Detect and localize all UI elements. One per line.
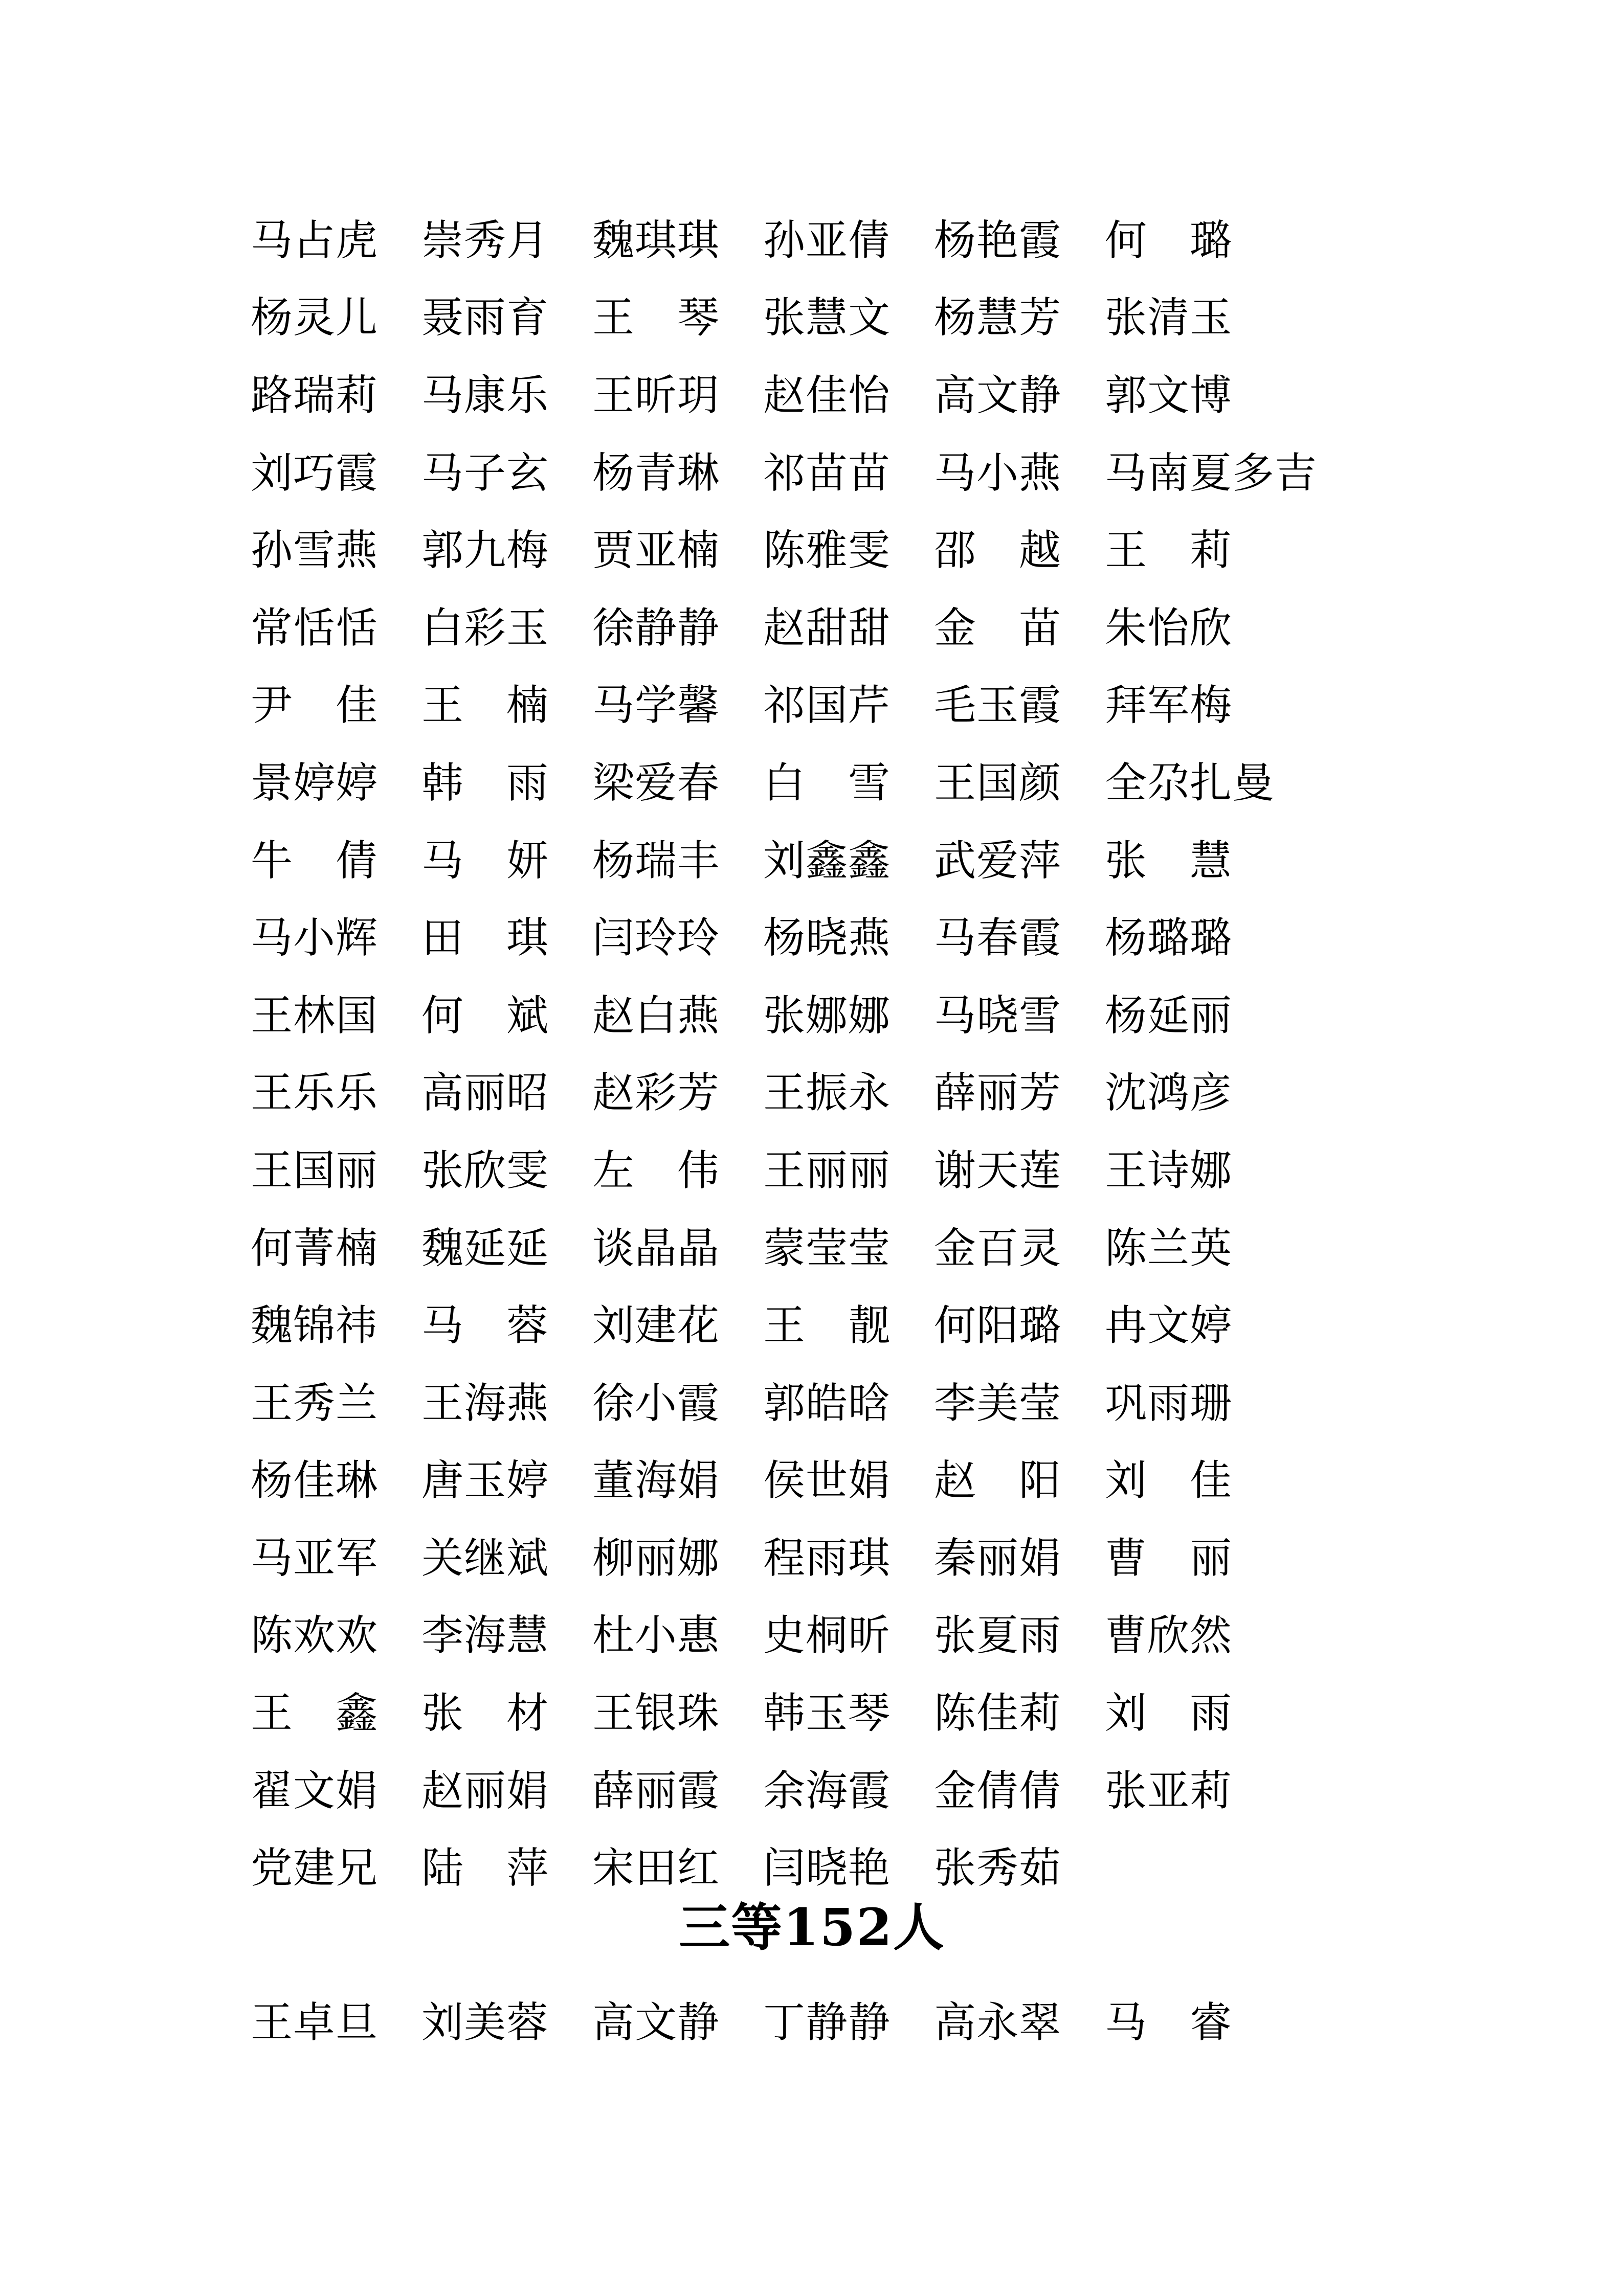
name-cell: 王 楠 <box>421 681 549 730</box>
name-cell: 闫玲玲 <box>592 914 720 963</box>
name-cell: 张亚莉 <box>1105 1766 1233 1815</box>
name-cell: 刘 雨 <box>1105 1689 1233 1738</box>
name-cell: 郭皓晗 <box>763 1379 891 1428</box>
name-cell: 毛玉霞 <box>934 681 1062 730</box>
name-cell: 党建兄 <box>251 1844 379 1893</box>
name-cell: 聂雨育 <box>421 294 549 343</box>
name-cell: 赵甜甜 <box>763 603 891 652</box>
name-row <box>0 357 1624 435</box>
name-cell: 王 靓 <box>763 1301 891 1350</box>
name-cell: 王卓旦 <box>251 1998 379 2047</box>
name-cell: 张 慧 <box>1105 836 1233 885</box>
name-cell: 陈雅雯 <box>763 526 891 575</box>
name-cell: 王秀兰 <box>251 1379 379 1428</box>
name-cell: 魏琪琪 <box>592 216 720 265</box>
name-cell: 田 琪 <box>421 914 549 963</box>
name-cell: 马占虎 <box>251 216 379 265</box>
name-cell: 刘巧霞 <box>251 448 379 498</box>
name-cell: 王林国 <box>251 991 379 1040</box>
name-cell: 唐玉婷 <box>421 1456 549 1505</box>
name-cell: 朱怡欣 <box>1105 603 1233 652</box>
name-row <box>0 1132 1624 1210</box>
name-row <box>0 1365 1624 1443</box>
name-cell: 张 材 <box>421 1689 549 1738</box>
name-cell: 马子玄 <box>421 448 549 498</box>
name-cell: 王丽丽 <box>763 1146 891 1195</box>
name-row <box>0 1520 1624 1597</box>
name-cell: 王海燕 <box>421 1379 549 1428</box>
name-cell: 牛 倩 <box>251 836 379 885</box>
name-cell: 马 睿 <box>1105 1998 1233 2047</box>
name-cell: 赵佳怡 <box>763 371 891 420</box>
name-row <box>0 1597 1624 1675</box>
section-heading: 三等152人 <box>679 1897 945 1957</box>
name-row <box>0 1055 1624 1133</box>
name-cell: 马小燕 <box>934 448 1062 498</box>
name-row <box>0 1443 1624 1520</box>
name-cell: 孙亚倩 <box>763 216 891 265</box>
name-cell: 韩 雨 <box>421 758 549 807</box>
name-grid-top <box>0 202 1624 1907</box>
name-cell: 拜军梅 <box>1105 681 1233 730</box>
name-row <box>0 512 1624 590</box>
name-cell: 张夏雨 <box>934 1611 1062 1660</box>
name-cell: 杨瑞丰 <box>592 836 720 885</box>
name-cell: 魏延延 <box>421 1224 549 1273</box>
name-cell: 景婷婷 <box>251 758 379 807</box>
name-row <box>0 280 1624 357</box>
name-cell: 陈佳莉 <box>934 1689 1062 1738</box>
name-cell: 郭九梅 <box>421 526 549 575</box>
name-cell: 赵彩芳 <box>592 1069 720 1118</box>
name-row <box>0 1752 1624 1830</box>
name-cell: 徐静静 <box>592 603 720 652</box>
name-cell: 程雨琪 <box>763 1534 891 1583</box>
name-cell: 高永翠 <box>934 1998 1062 2047</box>
name-cell: 陈兰英 <box>1105 1224 1233 1273</box>
name-cell: 徐小霞 <box>592 1379 720 1428</box>
name-grid-bottom <box>0 1984 1624 2062</box>
name-cell: 王昕玥 <box>592 371 720 420</box>
name-cell: 杨青琳 <box>592 448 720 498</box>
name-cell: 崇秀月 <box>421 216 549 265</box>
name-cell: 余海霞 <box>763 1766 891 1815</box>
name-cell: 刘美蓉 <box>421 1998 549 2047</box>
name-cell: 马南夏多吉 <box>1105 448 1318 498</box>
name-cell: 祁苗苗 <box>763 448 891 498</box>
name-cell: 王乐乐 <box>251 1069 379 1118</box>
name-cell: 赵 阳 <box>934 1456 1062 1505</box>
name-cell: 史桐昕 <box>763 1611 891 1660</box>
name-cell: 马 妍 <box>421 836 549 885</box>
name-cell: 张慧文 <box>763 294 891 343</box>
name-cell: 马学馨 <box>592 681 720 730</box>
name-cell: 何 璐 <box>1105 216 1233 265</box>
name-cell: 陆 萍 <box>421 1844 549 1893</box>
name-cell: 邵 越 <box>934 526 1062 575</box>
name-cell: 马 蓉 <box>421 1301 549 1350</box>
name-cell: 郭文博 <box>1105 371 1233 420</box>
name-cell: 翟文娟 <box>251 1766 379 1815</box>
name-cell: 韩玉琴 <box>763 1689 891 1738</box>
name-cell: 左 伟 <box>592 1146 720 1195</box>
name-cell: 李美莹 <box>934 1379 1062 1428</box>
name-cell: 马春霞 <box>934 914 1062 963</box>
name-cell: 巩雨珊 <box>1105 1379 1233 1428</box>
name-cell: 张娜娜 <box>763 991 891 1040</box>
name-cell: 秦丽娟 <box>934 1534 1062 1583</box>
name-cell: 王 莉 <box>1105 526 1233 575</box>
name-cell: 蒙莹莹 <box>763 1224 891 1273</box>
name-cell: 谢天莲 <box>934 1146 1062 1195</box>
name-cell: 马小辉 <box>251 914 379 963</box>
name-cell: 王 鑫 <box>251 1689 379 1738</box>
name-cell: 宋田红 <box>592 1844 720 1893</box>
name-cell: 沈鸿彦 <box>1105 1069 1233 1118</box>
name-row <box>0 1210 1624 1288</box>
name-row <box>0 745 1624 822</box>
name-cell: 白彩玉 <box>421 603 549 652</box>
name-cell: 杨灵儿 <box>251 294 379 343</box>
name-cell: 高文静 <box>934 371 1062 420</box>
name-cell: 张欣雯 <box>421 1146 549 1195</box>
name-cell: 魏锦祎 <box>251 1301 379 1350</box>
name-cell: 白 雪 <box>763 758 891 807</box>
name-cell: 谈晶晶 <box>592 1224 720 1273</box>
name-cell: 曹欣然 <box>1105 1611 1233 1660</box>
name-cell: 刘建花 <box>592 1301 720 1350</box>
name-cell: 杨佳琳 <box>251 1456 379 1505</box>
name-cell: 闫晓艳 <box>763 1844 891 1893</box>
name-row <box>0 435 1624 512</box>
name-row <box>0 1675 1624 1752</box>
name-cell: 王银珠 <box>592 1689 720 1738</box>
name-cell: 马亚军 <box>251 1534 379 1583</box>
name-cell: 路瑞莉 <box>251 371 379 420</box>
name-cell: 金倩倩 <box>934 1766 1062 1815</box>
name-cell: 冉文婷 <box>1105 1301 1233 1350</box>
name-row <box>0 822 1624 900</box>
name-cell: 贾亚楠 <box>592 526 720 575</box>
name-cell: 高文静 <box>592 1998 720 2047</box>
name-cell: 王诗娜 <box>1105 1146 1233 1195</box>
name-row <box>0 202 1624 280</box>
name-cell: 王国丽 <box>251 1146 379 1195</box>
name-cell: 薛丽芳 <box>934 1069 1062 1118</box>
name-cell: 杨晓燕 <box>763 914 891 963</box>
name-cell: 刘鑫鑫 <box>763 836 891 885</box>
name-row <box>0 1287 1624 1365</box>
name-cell: 张秀茹 <box>934 1844 1062 1893</box>
name-cell: 陈欢欢 <box>251 1611 379 1660</box>
name-row <box>0 590 1624 667</box>
name-cell: 常恬恬 <box>251 603 379 652</box>
name-cell: 马晓雪 <box>934 991 1062 1040</box>
name-cell: 杨慧芳 <box>934 294 1062 343</box>
name-cell: 杨艳霞 <box>934 216 1062 265</box>
name-cell: 王振永 <box>763 1069 891 1118</box>
name-cell: 何菁楠 <box>251 1224 379 1273</box>
name-row <box>0 667 1624 745</box>
name-cell: 何阳璐 <box>934 1301 1062 1350</box>
name-cell: 全尕扎曼 <box>1105 758 1275 807</box>
name-cell: 王国颜 <box>934 758 1062 807</box>
name-cell: 孙雪燕 <box>251 526 379 575</box>
name-cell: 马康乐 <box>421 371 549 420</box>
name-cell: 杜小惠 <box>592 1611 720 1660</box>
name-cell: 祁国芹 <box>763 681 891 730</box>
name-cell: 杨延丽 <box>1105 991 1233 1040</box>
name-row <box>0 977 1624 1055</box>
name-cell: 薛丽霞 <box>592 1766 720 1815</box>
name-cell: 尹 佳 <box>251 681 379 730</box>
name-cell: 梁爱春 <box>592 758 720 807</box>
name-cell: 武爱萍 <box>934 836 1062 885</box>
name-cell: 杨璐璐 <box>1105 914 1233 963</box>
name-cell: 侯世娟 <box>763 1456 891 1505</box>
name-row <box>0 1830 1624 1907</box>
name-row <box>0 1984 1624 2062</box>
name-cell: 关继斌 <box>421 1534 549 1583</box>
name-row <box>0 899 1624 977</box>
name-cell: 李海慧 <box>421 1611 549 1660</box>
name-cell: 曹 丽 <box>1105 1534 1233 1583</box>
name-cell: 董海娟 <box>592 1456 720 1505</box>
name-cell: 高丽昭 <box>421 1069 549 1118</box>
name-cell: 张清玉 <box>1105 294 1233 343</box>
name-cell: 赵丽娟 <box>421 1766 549 1815</box>
name-cell: 丁静静 <box>763 1998 891 2047</box>
name-cell: 柳丽娜 <box>592 1534 720 1583</box>
name-cell: 金 苗 <box>934 603 1062 652</box>
name-cell: 王 琴 <box>592 294 720 343</box>
name-cell: 何 斌 <box>421 991 549 1040</box>
name-cell: 刘 佳 <box>1105 1456 1233 1505</box>
name-cell: 金百灵 <box>934 1224 1062 1273</box>
name-cell: 赵白燕 <box>592 991 720 1040</box>
